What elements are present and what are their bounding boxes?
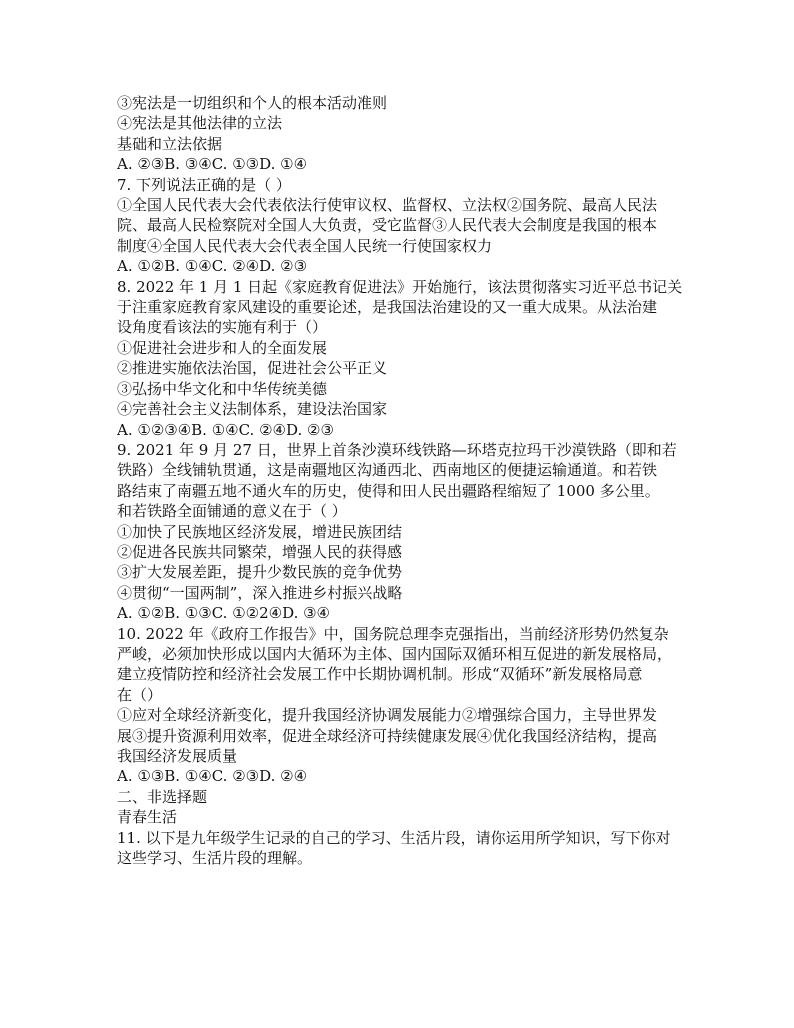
text-line: 严峻，必须加快形成以国内大循环为主体、国内国际双循环相互促进的新发展格局， [117, 644, 673, 663]
text-line: 路结束了南疆五地不通火车的历史，使得和田人民出疆路程缩短了 1000 多公里。 [117, 481, 660, 500]
answer-options: A. ①③B. ①④C. ②③D. ②④ [117, 767, 308, 786]
text-line: ④宪法是其他法律的立法 [117, 114, 283, 133]
text-line: 铁路）全线铺轨贯通，这是南疆地区沟通西北、西南地区的便捷运输通道。和若铁 [117, 461, 658, 480]
text-line: ④贯彻“一国两制”，深入推进乡村振兴战略 [117, 583, 403, 602]
document-page [117, 93, 689, 868]
question-10: 10. 2022 年《政府工作报告》中，国务院总理李克强指出，当前经济形势仍然复杂 [117, 624, 669, 643]
text-line: 展③提升资源利用效率，促进全球经济可持续健康发展④优化我国经济结构，提高 [117, 726, 658, 745]
text-line: 基础和立法依据 [117, 134, 223, 153]
text-line: 于注重家庭教育家风建设的重要论述，是我国法治建设的又一重大成果。从法治建 [117, 298, 658, 317]
text-line: ②促进各民族共同繁荣，增强人民的获得感 [117, 542, 403, 561]
text-line: 建立疫情防控和经济社会发展工作中长期协调机制。形成“双循环”新发展格局意 [117, 665, 643, 684]
text-line: ①应对全球经济新变化，提升我国经济协调发展能力②增强综合国力，主导世界发 [117, 706, 658, 725]
text-line: 院、最高人民检察院对全国人大负责，受它监督③人民代表大会制度是我国的根本 [117, 216, 658, 235]
text-line: ①加快了民族地区经济发展，增进民族团结 [117, 522, 403, 541]
text-line: 和若铁路全面铺通的意义在于（ ） [117, 502, 347, 521]
answer-options: A. ①②③④B. ①④C. ②④D. ②③ [117, 420, 334, 439]
text-line: ③扩大发展差距，提升少数民族的竞争优势 [117, 563, 403, 582]
text-line: 我国经济发展质量 [117, 747, 238, 765]
text-line: 这些学习、生活片段的理解。 [117, 849, 313, 868]
section-heading: 二、非选择题 [117, 787, 208, 806]
text-line: ④完善社会主义法制体系，建设法治国家 [117, 400, 388, 419]
answer-options: A. ①②B. ①③C. ①②2④D. ③④ [117, 604, 331, 623]
text-line: 设角度看该法的实施有利于（） [117, 318, 328, 337]
text-line: 在（） [117, 685, 163, 704]
text-line: ①全国人民代表大会代表依法行使审议权、监督权、立法权②国务院、最高人民法 [117, 196, 658, 215]
question-9: 9. 2021 年 9 月 27 日，世界上首条沙漠环线铁路—环塔克拉玛干沙漠铁路（即和若 [117, 440, 677, 459]
question-7: 7. 下列说法正确的是（ ） [117, 175, 291, 194]
text-line: ②推进实施依法治国，促进社会公平正义 [117, 359, 388, 378]
question-8: 8. 2022 年 1 月 1 日起《家庭教育促进法》开始施行，该法贯彻落实习近平总书记关 [117, 277, 683, 296]
text-line: ③宪法是一切组织和个人的根本活动准则 [117, 94, 388, 112]
text-line: ①促进社会进步和人的全面发展 [117, 338, 328, 357]
text-line: 制度④全国人民代表大会代表全国人民统一行使国家权力 [117, 236, 493, 255]
answer-options: A. ①②B. ①④C. ②④D. ②③ [117, 257, 308, 276]
answer-options: A. ②③B. ③④C. ①③D. ①④ [117, 155, 308, 174]
section-subheading: 青春生活 [117, 808, 178, 827]
text-line: ③弘扬中华文化和中华传统美德 [117, 379, 328, 398]
question-11: 11. 以下是九年级学生记录的自己的学习、生活片段，请你运用所学知识，写下你对 [117, 828, 671, 847]
